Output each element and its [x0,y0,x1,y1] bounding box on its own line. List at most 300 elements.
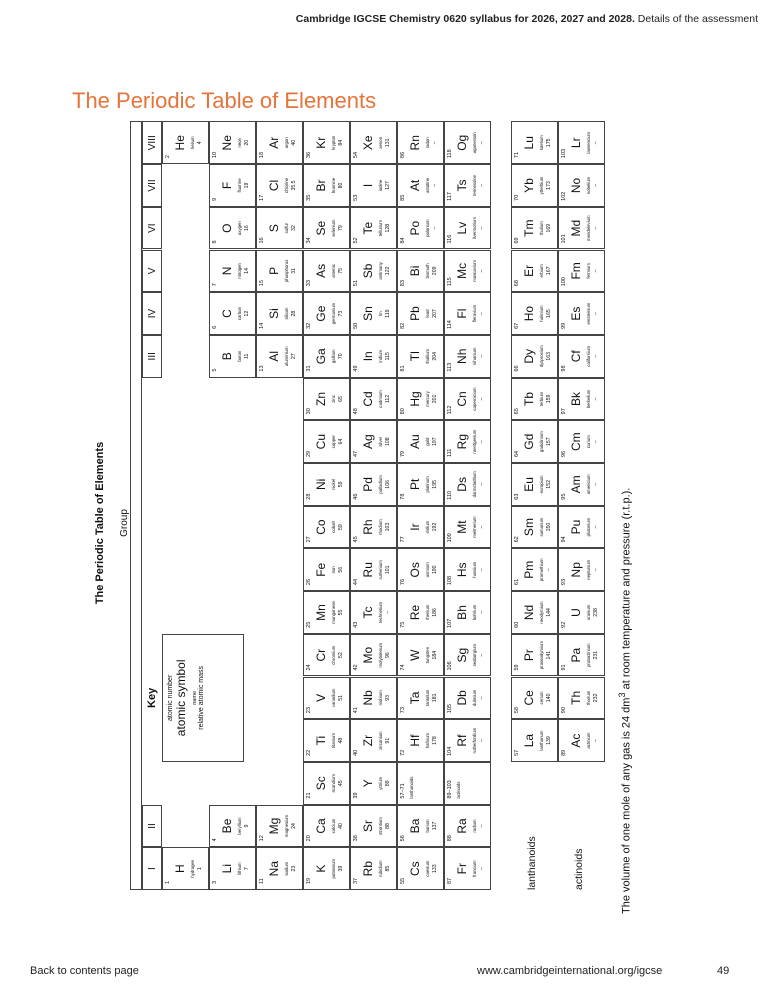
element-symbol: Sc [314,776,328,791]
element-cell-ag [350,420,397,463]
atomic-number: 56 [400,835,406,842]
element-name: molybdenum [378,642,383,668]
element-cell-bh [444,591,491,634]
relative-atomic-mass: 192 [432,522,438,532]
element-cell-fl [444,292,491,335]
element-name: seaborgium [472,643,477,667]
element-symbol: Og [455,134,469,151]
element-cell-hg [397,378,444,421]
atomic-number: 33 [306,280,312,287]
element-name: xenon [378,136,383,149]
lanthanoid-cell-er [511,250,558,293]
relative-atomic-mass: 55 [338,609,344,616]
element-symbol: Cu [314,433,328,450]
element-cell-ca [303,805,350,848]
note-text-end: at room temperature and pressure (r.t.p.). [620,487,633,693]
atomic-number: 74 [400,664,406,671]
element-name: samarium [539,517,544,537]
element-symbol: Gd [522,433,536,450]
element-symbol: Pt [408,478,422,491]
element-symbol: Er [522,264,536,277]
atomic-number: 82 [400,322,406,329]
relative-atomic-mass: 96 [385,652,391,659]
key-mass: relative atomic mass [198,665,205,730]
element-name: copper [331,435,336,449]
element-symbol: Am [569,475,583,494]
element-name: hydrogen [190,859,195,878]
element-name: osmium [425,562,430,578]
relative-atomic-mass: 173 [546,181,552,190]
atomic-number: 116 [447,234,453,244]
element-name: uranium [586,604,591,621]
element-cell-pt [397,463,444,506]
element-cell-mg [256,805,303,848]
element-cell-rg [444,420,491,463]
element-symbol: Bh [455,605,469,620]
atomic-number: 90 [561,707,567,714]
element-symbol: Mt [455,520,469,534]
atomic-number: 97 [561,408,567,415]
element-name: iron [331,566,336,574]
element-name: nihonium [472,347,477,365]
lanthanoids-label: lanthanoids [526,836,538,890]
atomic-number: 37 [353,877,359,884]
element-name: gold [425,437,430,446]
element-cell-ts [444,164,491,207]
element-symbol: Tc [361,606,375,619]
atomic-number: 26 [306,578,312,586]
relative-atomic-mass: 7 [244,867,250,871]
atomic-number: 70 [514,194,520,201]
element-cell-p [256,250,303,293]
element-symbol: Es [569,306,583,321]
atomic-number: 87 [447,877,453,884]
relative-atomic-mass: 231 [593,650,599,660]
atomic-number: 2 [165,155,171,159]
atomic-number: 95 [561,493,567,500]
element-name: flerovium [472,304,477,323]
element-name: beryllium [237,817,242,835]
element-cell-si [256,292,303,335]
relative-atomic-mass: 137 [432,821,438,831]
element-cell-c [209,292,256,335]
periodic-table-rotated [96,132,748,914]
element-cell-rn [397,121,444,164]
element-name: iodine [378,179,383,192]
element-name: zirconium [378,731,383,750]
relative-atomic-mass: 133 [432,864,438,873]
element-name: germanium [331,302,336,325]
element-symbol: Rg [455,433,469,450]
relative-atomic-mass: 20 [244,139,250,146]
relative-atomic-mass: 51 [338,694,344,701]
placeholder-range: 57–71 [400,783,406,799]
element-symbol: Be [220,818,234,834]
element-symbol: W [408,649,422,661]
group-header: VII [142,164,162,207]
element-cell-ni [303,463,350,506]
relative-atomic-mass: 24 [291,823,297,829]
element-name: platinum [425,476,430,493]
element-name: tantalum [425,689,430,707]
placeholder-cell [444,762,491,805]
lanthanoid-cell-ho [511,292,558,335]
element-symbol: Rf [455,734,469,747]
element-name: aluminium [284,346,289,367]
atomic-number: 111 [447,448,453,457]
element-cell-at [397,164,444,207]
atomic-number: 30 [306,408,312,415]
element-symbol: Mn [314,604,328,621]
element-symbol: Ne [220,135,234,151]
element-name: moscovium [472,260,477,282]
relative-atomic-mass: – [479,226,485,230]
relative-atomic-mass: – [479,739,485,743]
element-cell-rb [350,847,397,890]
running-header [296,13,758,25]
atomic-number: 84 [400,237,406,244]
atomic-number: 62 [514,536,520,543]
relative-atomic-mass: 127 [385,181,391,190]
atomic-number: 63 [514,493,520,500]
element-name: oganesson [472,132,477,154]
element-name: rhenium [425,604,430,621]
element-name: thorium [586,690,591,706]
element-cell-tc [350,591,397,634]
element-cell-nb [350,677,397,720]
atomic-number: 89 [561,749,567,756]
element-symbol: C [220,309,234,318]
element-cell-sr [350,805,397,848]
key-title: Key [146,687,158,708]
atomic-number: 41 [353,707,359,714]
element-name: meitnerium [472,516,477,538]
relative-atomic-mass: 101 [385,565,391,575]
element-name: fluorine [237,178,242,193]
relative-atomic-mass: – [593,739,599,743]
atomic-number: 72 [400,749,406,756]
element-cell-hs [444,548,491,591]
element-cell-ru [350,548,397,591]
element-name: silver [378,436,383,447]
relative-atomic-mass: 35.5 [291,180,297,191]
element-name: silicon [284,307,289,320]
element-cell-in [350,335,397,378]
element-name: nitrogen [237,263,242,279]
element-cell-cs [397,847,444,890]
element-name: europium [539,475,544,494]
atomic-number: 55 [400,877,406,884]
atomic-number: 69 [514,237,520,244]
atomic-number: 3 [212,880,218,884]
element-name: erbium [539,264,544,278]
element-cell-cu [303,420,350,463]
relative-atomic-mass: 106 [385,480,391,489]
atomic-number: 107 [447,618,453,628]
element-cell-ir [397,506,444,549]
header-rest: Details of the assessment [634,13,758,25]
atomic-number: 99 [561,322,567,329]
element-symbol: Al [267,350,281,362]
atomic-number: 36 [306,151,312,159]
relative-atomic-mass: 12 [244,310,250,317]
element-name: einsteinium [586,302,591,325]
group-header: III [142,335,162,378]
lanthanoid-cell-la [511,719,558,762]
element-name: gadolinium [539,431,544,453]
element-symbol: Cm [569,432,583,451]
element-name: thallium [425,348,430,364]
footer-url[interactable]: www.cambridgeinternational.org/igcse [477,965,663,977]
element-symbol: Sg [455,647,469,663]
atomic-number: 85 [400,194,406,201]
actinoid-cell-no [558,164,605,207]
atomic-number: 101 [561,234,567,244]
element-symbol: Mc [455,262,469,279]
lanthanoid-cell-lu [511,121,558,164]
element-cell-sc [303,762,350,805]
element-symbol: Np [569,562,583,578]
element-symbol: Cn [455,391,469,407]
element-cell-nh [444,335,491,378]
atomic-number: 6 [212,325,218,329]
relative-atomic-mass: 144 [546,608,552,617]
relative-atomic-mass: 64 [338,438,344,445]
element-name: lawrencium [586,131,591,154]
element-symbol: F [220,181,234,190]
relative-atomic-mass: 27 [291,353,297,360]
actinoid-cell-pa [558,634,605,677]
element-symbol: Cf [569,350,583,363]
element-symbol: K [314,864,328,873]
element-name: carbon [237,307,242,321]
element-cell-ba [397,805,444,848]
atomic-number: 10 [212,151,218,159]
atomic-number: 27 [306,536,312,543]
atomic-number: 80 [400,408,406,415]
atomic-number: 39 [353,792,359,799]
element-cell-au [397,420,444,463]
element-cell-i [350,164,397,207]
back-to-contents-link[interactable]: Back to contents page [30,965,139,977]
element-cell-rh [350,506,397,549]
relative-atomic-mass: – [479,696,485,700]
atomic-number: 100 [561,277,567,287]
element-cell-br [303,164,350,207]
relative-atomic-mass: 150 [546,522,552,532]
lanthanoid-cell-nd [511,591,558,634]
atomic-number: 98 [561,365,567,372]
element-cell-s [256,207,303,250]
element-name: neodymium [539,601,544,624]
header-bold: Cambridge IGCSE Chemistry 0620 syllabus for 2026, 2027 and 2028. [295,13,635,25]
element-name: plutonium [586,517,591,537]
element-symbol: Cs [408,861,422,876]
atomic-number: 113 [447,362,453,372]
element-symbol: Pd [361,477,375,492]
element-name: chromium [331,645,336,665]
relative-atomic-mass: 65 [338,396,344,402]
atomic-number: 75 [400,621,406,628]
element-cell-po [397,207,444,250]
relative-atomic-mass: 84 [338,139,344,146]
lanthanoid-cell-dy [511,335,558,378]
element-symbol: La [522,733,536,748]
lanthanoid-cell-gd [511,420,558,463]
actinoid-cell-am [558,463,605,506]
atomic-number: 28 [306,493,312,500]
atomic-number: 15 [259,280,265,287]
relative-atomic-mass: 201 [432,394,438,404]
atomic-number: 5 [212,368,218,372]
relative-atomic-mass: 165 [546,309,552,318]
placeholder-name: lanthanoids [409,776,414,799]
element-name: yttrium [378,776,383,790]
relative-atomic-mass: – [479,525,485,529]
relative-atomic-mass: 169 [546,223,552,233]
element-cell-cd [350,378,397,421]
element-symbol: Cl [267,179,281,192]
atomic-number: 31 [306,365,312,372]
element-name: nickel [331,478,336,490]
element-symbol: Hf [408,734,422,747]
atomic-number: 118 [447,149,453,159]
relative-atomic-mass: 39 [338,865,344,872]
element-name: palladium [378,475,383,494]
element-name: chlorine [284,177,289,193]
relative-atomic-mass: 175 [546,138,552,148]
actinoid-cell-np [558,548,605,591]
atomic-number: 105 [447,704,453,714]
element-cell-ge [303,292,350,335]
lanthanoid-cell-yb [511,164,558,207]
element-cell-o [209,207,256,250]
element-name: gallium [331,349,336,364]
lanthanoid-cell-tb [511,378,558,421]
element-symbol: Lu [522,136,536,150]
actinoids-label: actinoids [573,848,585,890]
element-name: helium [190,136,195,150]
element-name: tin [378,311,383,316]
element-cell-mt [444,506,491,549]
element-cell-pd [350,463,397,506]
atomic-number: 65 [514,408,520,415]
element-symbol: Mo [361,646,375,664]
atomic-number: 42 [353,664,359,671]
element-symbol: Rb [361,860,375,877]
group-header: I [142,847,162,890]
element-name: krypton [331,135,336,150]
atomic-number: 38 [353,835,359,842]
element-cell-ne [209,121,256,164]
element-name: technetium [378,601,383,623]
element-cell-zr [350,719,397,762]
element-name: tellurium [378,220,383,237]
element-symbol: Rn [408,135,422,151]
element-name: polonium [425,219,430,237]
element-name: potassium [331,858,336,879]
relative-atomic-mass: 232 [593,693,599,703]
element-name: holmium [539,305,544,322]
element-name: sodium [284,861,289,876]
relative-atomic-mass: – [479,611,485,614]
relative-atomic-mass: 195 [432,480,438,489]
atomic-number: 58 [514,707,520,714]
element-name: calcium [331,818,336,834]
relative-atomic-mass: 40 [338,823,344,829]
element-cell-cr [303,634,350,677]
lanthanoid-cell-ce [511,677,558,720]
element-name: scandium [331,774,336,793]
element-name: titanium [331,733,336,749]
lanthanoid-cell-sm [511,506,558,549]
element-symbol: Ta [408,691,422,705]
element-name: selenium [331,219,336,237]
atomic-number: 22 [306,749,312,756]
element-symbol: Pb [408,306,422,321]
relative-atomic-mass: 131 [385,138,391,148]
relative-atomic-mass: 178 [432,736,438,745]
actinoid-cell-lr [558,121,605,164]
element-name: californium [586,345,591,367]
element-symbol: Cr [314,648,328,662]
element-name: lanthanum [539,730,544,751]
relative-atomic-mass: – [546,568,552,572]
element-symbol: Tm [522,219,536,237]
atomic-number: 4 [212,838,218,842]
atomic-number: 45 [353,536,359,543]
element-symbol: Fl [455,308,469,319]
element-cell-be [209,805,256,848]
relative-atomic-mass: 163 [546,351,552,361]
element-symbol: Zr [361,734,375,747]
element-name: bromine [331,177,336,194]
atomic-number: 78 [400,493,406,500]
element-cell-cl [256,164,303,207]
relative-atomic-mass: 167 [546,266,552,276]
atomic-number: 108 [447,575,453,586]
atomic-number: 102 [561,191,567,201]
element-name: ruthenium [378,560,383,580]
atomic-number: 57 [514,749,520,756]
relative-atomic-mass: – [479,397,485,401]
element-cell-te [350,207,397,250]
atomic-number: 48 [353,408,359,415]
element-cell-cn [444,378,491,421]
element-symbol: Th [569,690,583,705]
relative-atomic-mass: 59 [338,481,344,488]
element-name: francium [472,860,477,877]
element-symbol: Xe [361,135,375,151]
atomic-number: 104 [447,746,453,756]
element-name: mercury [425,391,430,407]
element-symbol: Db [455,690,469,706]
element-name: bismuth [425,263,430,279]
atomic-number: 20 [306,835,312,842]
relative-atomic-mass: 89 [385,780,391,787]
relative-atomic-mass: 209 [432,266,438,276]
relative-atomic-mass: 9 [244,824,250,828]
element-cell-ds [444,463,491,506]
actinoid-cell-ac [558,719,605,762]
relative-atomic-mass: – [479,312,485,316]
element-name: phosphorus [284,259,289,283]
element-cell-n [209,250,256,293]
element-symbol: Se [314,220,328,236]
relative-atomic-mass: 139 [546,736,552,745]
element-cell-v [303,677,350,720]
element-cell-kr [303,121,350,164]
